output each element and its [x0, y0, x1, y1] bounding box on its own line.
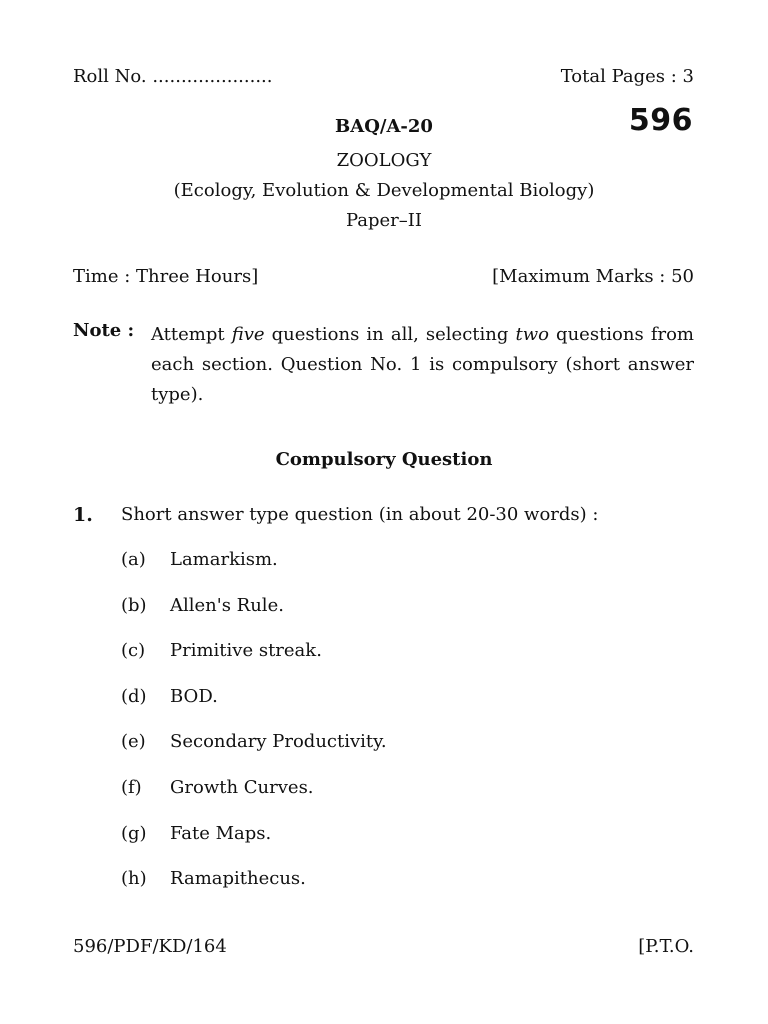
item-text: Growth Curves.: [170, 776, 314, 798]
time-allowed: Time : Three Hours]: [73, 266, 259, 287]
item-text: BOD.: [170, 685, 218, 707]
item-label: (g): [121, 822, 147, 844]
item-label: (f): [121, 776, 142, 798]
item-text: Ramapithecus.: [170, 868, 306, 890]
item-label: (h): [121, 868, 147, 890]
section-heading: Compulsory Question: [275, 449, 493, 470]
list-item: [121, 777, 681, 823]
note-emphasis: two: [515, 324, 549, 345]
list-item: [121, 731, 681, 777]
paper-label: Paper–II: [345, 210, 423, 231]
item-text: Secondary Productivity.: [170, 731, 387, 753]
item-label: (a): [121, 549, 146, 570]
list-item: [121, 595, 681, 641]
paper-number: 596: [628, 103, 693, 138]
note-text-part: questions in all, selecting: [264, 324, 516, 345]
footer-code: 596/PDF/KD/164: [73, 936, 227, 957]
roll-no: Roll No. .....................: [73, 66, 273, 87]
note-label: Note :: [73, 320, 135, 341]
footer-row: [73, 936, 694, 957]
exam-code: BAQ/A-20: [335, 116, 433, 137]
note-emphasis: five: [231, 324, 265, 345]
item-text: Fate Maps.: [170, 822, 272, 844]
subject-topics: (Ecology, Evolution & Developmental Biology): [173, 180, 595, 201]
question-items: [121, 549, 681, 914]
item-label: (c): [121, 640, 146, 662]
item-label: (e): [121, 731, 146, 753]
header-row: [73, 66, 694, 87]
item-text: Lamarkism.: [170, 549, 278, 570]
maximum-marks: [Maximum Marks : 50: [492, 266, 694, 287]
question-text: Short answer type question (in about 20-30 words) :: [121, 504, 599, 525]
item-text: Allen's Rule.: [170, 594, 284, 616]
question-number: 1.: [73, 504, 93, 526]
subject-title: ZOOLOGY: [336, 150, 432, 171]
item-label: (d): [121, 685, 147, 707]
note-text-part: Attempt: [151, 324, 232, 345]
item-text: Primitive streak.: [170, 640, 322, 662]
meta-row: [73, 266, 694, 287]
total-pages: Total Pages : 3: [560, 66, 694, 87]
pto-label: [P.T.O.: [638, 936, 694, 957]
list-item: [121, 686, 681, 732]
list-item: [121, 823, 681, 869]
list-item: [121, 640, 681, 686]
note-text-part: questions from each section. Question No. 1 is compulsory (short answer type).: [151, 324, 694, 405]
list-item: [121, 549, 681, 595]
note-text: [151, 320, 694, 410]
item-label: (b): [121, 594, 147, 616]
list-item: [121, 868, 681, 914]
